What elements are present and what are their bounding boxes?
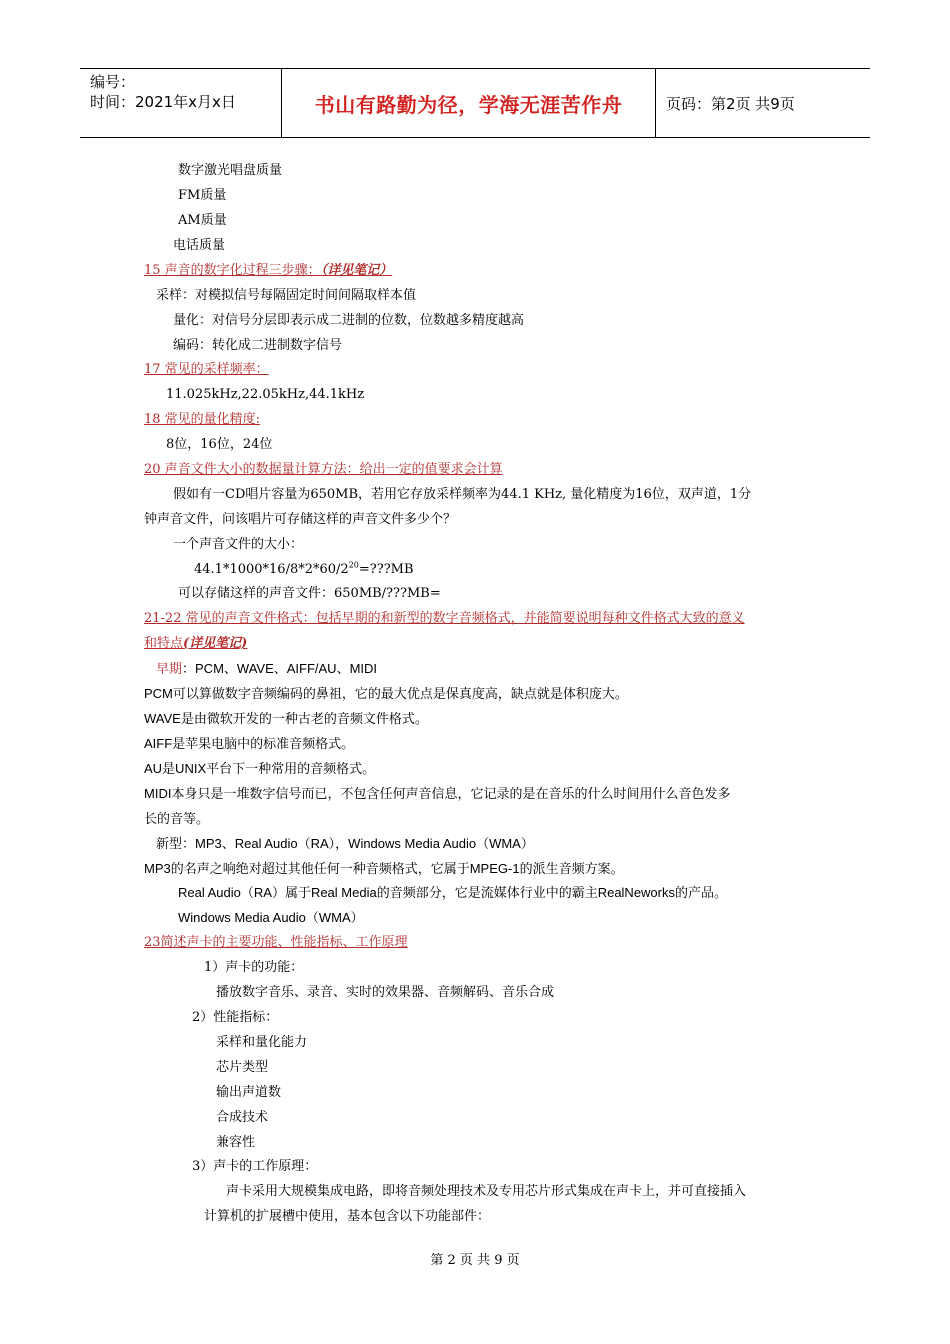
text-line: 钟声音文件，问该唱片可存储这样的声音文件多少个？	[144, 512, 457, 527]
text-line: 声卡采用大规模集成电路，即将音频处理技术及专用芯片形式集成在声卡上，并可直接插入	[226, 1184, 747, 1199]
page-header	[80, 68, 870, 138]
header-motto: 书山有路勤为径，学海无涯苦作舟	[282, 69, 656, 137]
page-footer: 第 2 页 共 9 页	[430, 1253, 520, 1268]
text-line: 播放数字音乐、录音、实时的效果器、音频解码、音乐合成	[216, 985, 555, 1000]
text-line: 电话质量	[173, 238, 226, 253]
header-time-label: 时间：2021年x月x日	[90, 93, 236, 111]
text-line: 兼容性	[216, 1135, 256, 1150]
header-page-info: 页码：第2页 共9页	[666, 94, 795, 113]
text-line: FM质量	[178, 188, 227, 203]
text-line: 3）声卡的工作原理：	[192, 1159, 318, 1174]
text-line: 数字激光唱盘质量	[178, 163, 283, 178]
heading-text: 15 声音的数字化过程三步骤：	[144, 263, 321, 278]
text-line: 采样和量化能力	[216, 1035, 308, 1050]
early-formats-line	[156, 660, 377, 678]
early-list: ：PCM、WAVE、AIFF/AU、MIDI	[182, 661, 378, 676]
text-line: 1）声卡的功能：	[204, 960, 304, 975]
text-line: MIDI本身只是一堆数字信号而已，不包含任何声音信息，它记录的是在音乐的什么时间用什么音色发多	[144, 786, 731, 801]
text-line: MP3的名声之响绝对超过其他任何一种音频格式，它属于MPEG-1的派生音频方案。	[144, 861, 624, 876]
formula-line	[194, 561, 414, 579]
text-line: 采样：对模拟信号每隔固定时间间隔取样本值	[156, 288, 417, 303]
text-line: 量化：对信号分层即表示成二进制的位数，位数越多精度越高	[173, 313, 525, 328]
section-heading-15	[144, 262, 392, 280]
text-line: 长的音等。	[144, 811, 210, 826]
text-line: 芯片类型	[216, 1060, 269, 1075]
header-number-label: 编号：	[90, 73, 136, 91]
text-line: WAVE是由微软开发的一种古老的音频文件格式。	[144, 711, 428, 726]
text-line: Real Audio（RA）属于Real Media的音频部分，它是流媒体行业中的霸主RealNeworks的产品。	[178, 885, 727, 900]
formula-part: 44.1*1000*16/8*2*60/2	[194, 562, 349, 577]
text-line: 11.025kHz,22.05kHz,44.1kHz	[166, 387, 365, 402]
heading-note: (详见笔记)	[183, 636, 248, 651]
text-line: 2）性能指标：	[192, 1010, 279, 1025]
heading-note: （详见笔记）	[320, 263, 393, 278]
early-label: 早期	[156, 661, 183, 676]
text-line: AM质量	[178, 213, 227, 228]
text-line: 8位，16位，24位	[166, 437, 273, 452]
header-meta	[80, 69, 282, 137]
text-line: 计算机的扩展槽中使用，基本包含以下功能部件：	[204, 1209, 491, 1224]
text-line: 编码：转化成二进制数字信号	[173, 338, 343, 353]
section-heading-21-22-cont	[144, 635, 247, 653]
text-line: 一个声音文件的大小：	[173, 537, 304, 552]
heading-text: 和特点	[144, 636, 184, 651]
formula-exponent: 20	[348, 560, 359, 570]
section-heading-21-22: 21-22 常见的声音文件格式：包括早期的和新型的数字音频格式，并能简要说明每种文件格式大致的意义	[144, 611, 745, 626]
text-line: 新型：MP3、Real Audio（RA），Windows Media Audio（WMA）	[156, 836, 534, 851]
text-line: 可以存储这样的声音文件：650MB/???MB=	[178, 586, 441, 601]
text-line: 输出声道数	[216, 1085, 282, 1100]
text-line: PCM可以算做数字音频编码的鼻祖，它的最大优点是保真度高，缺点就是体积庞大。	[144, 686, 628, 701]
section-heading-18: 18 常见的量化精度:	[144, 412, 261, 427]
text-line: 假如有一CD唱片容量为650MB，若用它存放采样频率为44.1 KHz, 量化精度为16位，双声道，1分	[173, 487, 752, 502]
section-heading-17: 17 常见的采样频率：	[144, 362, 269, 377]
text-line: AU是UNIX平台下一种常用的音频格式。	[144, 761, 376, 776]
text-line: AIFF是苹果电脑中的标准音频格式。	[144, 736, 355, 751]
section-heading-20: 20 声音文件大小的数据量计算方法：给出一定的值要求会计算	[144, 462, 503, 477]
formula-result: =???MB	[358, 562, 414, 577]
text-line: 合成技术	[216, 1110, 269, 1125]
text-line: Windows Media Audio（WMA）	[178, 910, 364, 925]
section-heading-23: 23简述声卡的主要功能、性能指标、工作原理	[144, 935, 408, 950]
